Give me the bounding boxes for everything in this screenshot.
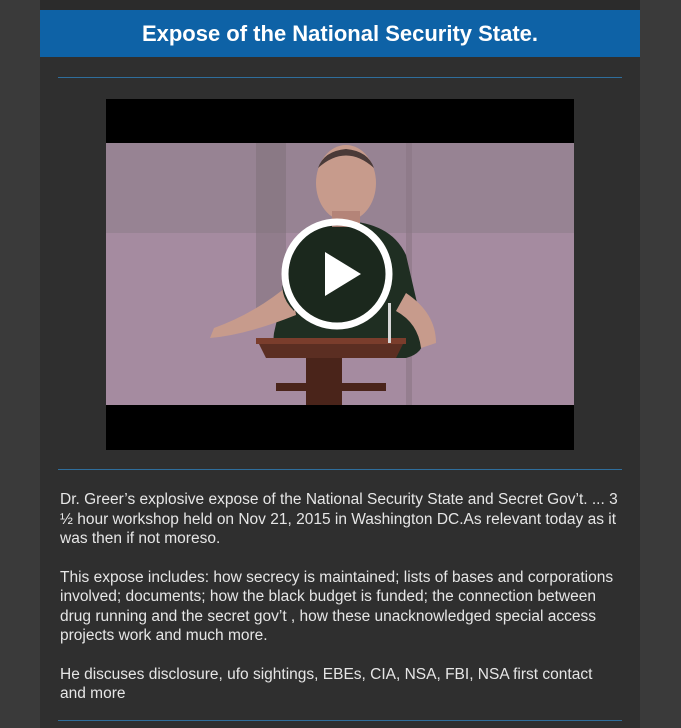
- description-paragraph-1: Dr. Greer’s explosive expose of the National Security State and Secret Gov’t. ... 3 ½ hour workshop held on Nov 21, 2015 in Washington DC.As relevant today as it was then if not moreso.: [60, 491, 618, 547]
- divider-top: [58, 77, 622, 78]
- email-container: [40, 0, 640, 728]
- description: [60, 490, 620, 723]
- description-paragraph-3: He discuses disclosure, ufo sightings, EBEs, CIA, NSA, FBI, NSA first contact and more: [60, 665, 593, 702]
- top-band: [40, 0, 640, 10]
- divider-bottom: [58, 720, 622, 721]
- play-circle-icon[interactable]: [281, 218, 393, 330]
- page-title: Expose of the National Security State.: [141, 20, 539, 46]
- divider-middle: [58, 469, 622, 470]
- header-banner: [40, 10, 640, 57]
- description-paragraph-2: This expose includes: how secrecy is maintained; lists of bases and corporations involved; documents; how the black budget is funded; the connection between drug running and the secret gov’t , how these unacknowledged special access projects work and much more.: [60, 568, 614, 644]
- video-player[interactable]: [106, 99, 574, 450]
